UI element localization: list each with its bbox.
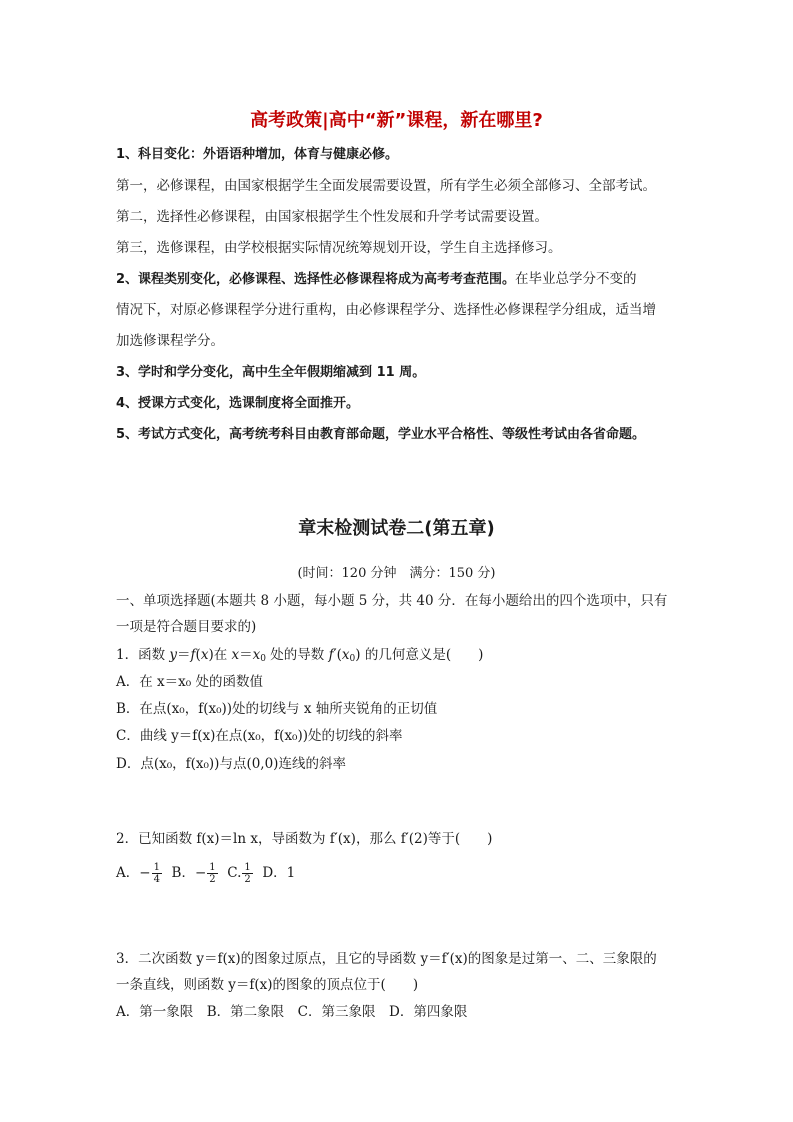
policy-paragraph: 情况下，对原必修课程学分进行重构，由必修课程学分、选择性必修课程学分组成，适当增 bbox=[116, 302, 656, 318]
question-3-stem: 3．二次函数 y＝f(x)的图象过原点，且它的导函数 y＝f′(x)的图象是过第一、二、三象限的 bbox=[116, 951, 657, 967]
q2-option-a-label: A．− bbox=[116, 865, 151, 881]
policy-item-3: 3、学时和学分变化，高中生全年假期缩减到 11 周。 bbox=[116, 365, 426, 380]
q2-option-b-label: B．− bbox=[171, 865, 207, 881]
question-3-options: A．第一象限 B．第二象限 C．第三象限 D．第四象限 bbox=[116, 1004, 468, 1020]
policy-item-2-bold: 2、课程类别变化，必修课程、选择性必修课程将成为高考考查范围。 bbox=[116, 272, 516, 287]
policy-paragraph: 第二，选择性必修课程，由国家根据学生个性发展和升学考试需要设置。 bbox=[116, 209, 548, 225]
policy-paragraph: 加选修课程学分。 bbox=[116, 333, 224, 349]
policy-item-4: 4、授课方式变化，选课制度将全面推开。 bbox=[116, 396, 360, 411]
policy-item-1: 1、科目变化：外语语种增加，体育与健康必修。 bbox=[116, 147, 399, 162]
q2-option-a-fraction: $\frac{1}{4}$ bbox=[153, 862, 160, 885]
exam-title: 章末检测试卷二(第五章) bbox=[298, 518, 495, 539]
question-3-stem: 一条直线，则函数 y＝f(x)的图象的顶点位于( ) bbox=[116, 977, 419, 993]
q2-option-d: D．1 bbox=[262, 865, 296, 881]
question-1-stem: 1．函数 y＝f(x)在 $x=x_0$ 处的导数 $f'(x_0)$ 的几何意义是( ) bbox=[116, 647, 484, 664]
question-1-option-a: A．在 x＝x₀ 处的函数值 bbox=[116, 674, 263, 690]
q2-option-c-label: C. bbox=[227, 865, 242, 881]
policy-paragraph: 第一，必修课程，由国家根据学生全面发展需要设置，所有学生必须全部修习、全部考试。 bbox=[116, 178, 656, 194]
exam-subtitle: (时间：120 分钟 满分：150 分) bbox=[297, 566, 496, 581]
policy-item-5: 5、考试方式变化，高考统考科目由教育部命题，学业水平合格性、等级性考试由各省命题。 bbox=[116, 427, 646, 442]
q2-option-c-fraction: $\frac{1}{2}$ bbox=[244, 862, 251, 885]
q2-option-b-fraction: $\frac{1}{2}$ bbox=[209, 862, 216, 885]
policy-item-2-rest: 在毕业总学分不变的 bbox=[515, 271, 637, 287]
policy-title: 高考政策|高中“新”课程，新在哪里? bbox=[250, 110, 543, 131]
question-2-options bbox=[116, 860, 295, 886]
section-instruction: 一、单项选择题(本题共 8 小题，每小题 5 分，共 40 分．在每小题给出的四个选项中，只有 bbox=[116, 593, 668, 609]
question-2-stem: 2．已知函数 f(x)＝ln x，导函数为 f′(x)，那么 f′(2)等于( ) bbox=[116, 831, 493, 847]
question-1-option-c: C．曲线 y＝f(x)在点(x₀，f(x₀))处的切线的斜率 bbox=[116, 728, 403, 744]
question-1-option-b: B．在点(x₀，f(x₀))处的切线与 x 轴所夹锐角的正切值 bbox=[116, 701, 438, 717]
section-instruction: 一项是符合题目要求的) bbox=[116, 619, 257, 635]
policy-paragraph: 第三，选修课程，由学校根据实际情况统筹规划开设，学生自主选择修习。 bbox=[116, 240, 562, 256]
policy-item-2 bbox=[116, 269, 637, 290]
question-1-option-d: D．点(x₀，f(x₀))与点(0,0)连线的斜率 bbox=[116, 756, 346, 772]
